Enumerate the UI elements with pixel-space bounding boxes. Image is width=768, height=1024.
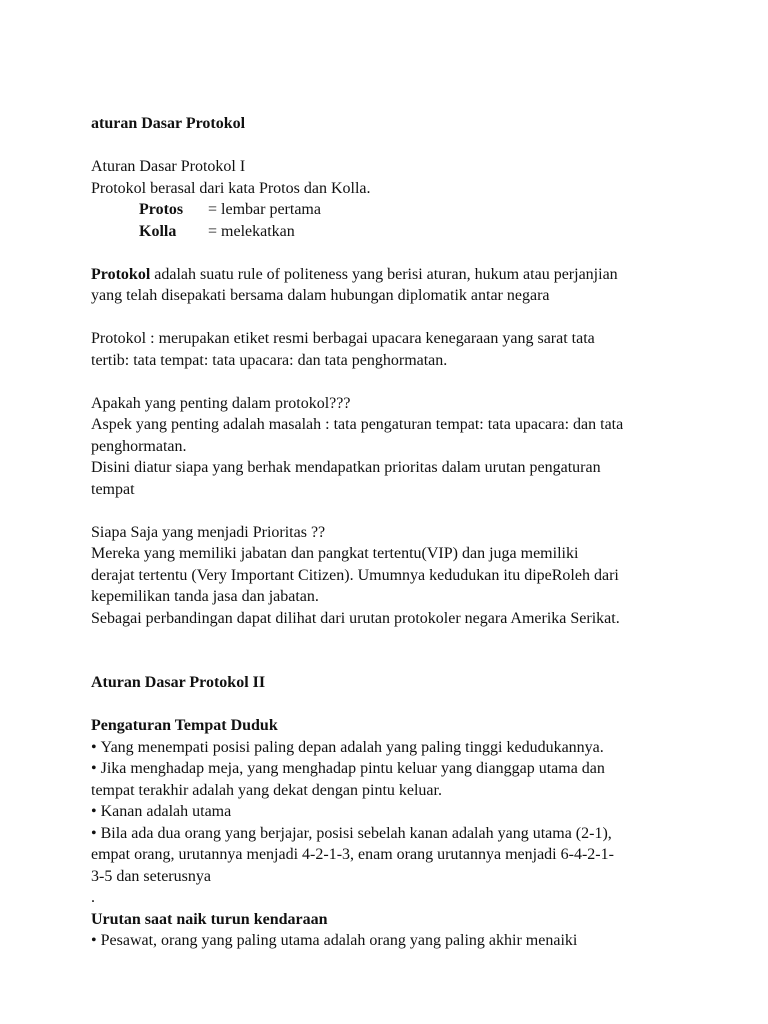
spacer — [91, 694, 691, 716]
priority-line: derajat tertentu (Very Important Citizen). Umumnya kedudukan itu dipeRoleh dari — [91, 566, 619, 584]
definition-line-1 — [91, 264, 691, 286]
protokol-line: tertib: tata tempat: tata upacara: dan tata penghormatan. — [91, 351, 448, 369]
document-title: aturan Dasar Protokol — [91, 115, 246, 132]
priority-line: Sebagai perbandingan dapat dilihat dari urutan protokoler negara Amerika Serikat. — [91, 609, 620, 627]
bullet-continuation: 3-5 dan seterusnya — [91, 867, 211, 885]
definition-term: Protokol — [91, 265, 151, 283]
seating-list — [91, 737, 691, 909]
term-row-protos — [91, 199, 691, 221]
bullet-continuation: . — [91, 889, 95, 906]
bullet-continuation: empat orang, urutannya menjadi 4-2-1-3, enam orang urutannya menjadi 6-4-2-1- — [91, 846, 614, 863]
document-page — [91, 113, 691, 952]
term-definition: = lembar pertama — [208, 201, 321, 218]
term-label: Protos — [139, 201, 184, 218]
important-line: Aspek yang penting adalah masalah : tata pengaturan tempat: tata upacara: dan tata — [91, 416, 624, 433]
important-line: penghormatan. — [91, 437, 187, 455]
spacer — [91, 242, 691, 264]
bullet-item: • Jika menghadap meja, yang menghadap pintu keluar yang dianggap utama dan — [91, 758, 691, 780]
protokol-line: Protokol : merupakan etiket resmi berbagai upacara kenegaraan yang sarat tata — [91, 330, 595, 347]
spacer — [91, 651, 691, 673]
priority-line: kepemilikan tanda jasa dan jabatan. — [91, 588, 319, 605]
vehicle-list — [91, 930, 691, 952]
priority-line: Mereka yang memiliki jabatan dan pangkat tertentu(VIP) dan juga memiliki — [91, 545, 579, 562]
definition-text: adalah suatu rule of politeness yang berisi aturan, hukum atau perjanjian — [150, 265, 618, 283]
important-line: tempat — [91, 480, 135, 498]
term-row-kolla — [91, 221, 691, 243]
definition-line-2: yang telah disepakati bersama dalam hubungan diplomatik antar negara — [91, 287, 550, 304]
important-line: Apakah yang penting dalam protokol??? — [91, 394, 351, 412]
bullet-item: • Bila ada dua orang yang berjajar, posisi sebelah kanan adalah yang utama (2-1), — [91, 823, 691, 845]
term-definition: = melekatkan — [208, 222, 295, 240]
term-label: Kolla — [139, 222, 177, 240]
spacer — [91, 135, 691, 157]
vehicle-heading: Urutan saat naik turun kendaraan — [91, 910, 328, 928]
important-line: Disini diatur siapa yang berhak mendapatkan prioritas dalam urutan pengaturan — [91, 459, 601, 476]
bullet-item: • Kanan adalah utama — [91, 801, 691, 823]
spacer — [91, 371, 691, 393]
part1-heading: Aturan Dasar Protokol I — [91, 158, 246, 175]
priority-line: Siapa Saja yang menjadi Prioritas ?? — [91, 523, 326, 541]
bullet-item: • Yang menempati posisi paling depan adalah yang paling tinggi kedudukannya. — [91, 737, 691, 759]
spacer — [91, 629, 691, 651]
spacer — [91, 500, 691, 522]
bullet-item: • Pesawat, orang yang paling utama adalah orang yang paling akhir menaiki — [91, 930, 691, 952]
bullet-continuation: tempat terakhir adalah yang dekat dengan pintu keluar. — [91, 781, 442, 799]
spacer — [91, 307, 691, 329]
part1-intro: Protokol berasal dari kata Protos dan Kolla. — [91, 179, 371, 197]
part2-heading: Aturan Dasar Protokol II — [91, 674, 266, 691]
seating-heading: Pengaturan Tempat Duduk — [91, 717, 278, 734]
